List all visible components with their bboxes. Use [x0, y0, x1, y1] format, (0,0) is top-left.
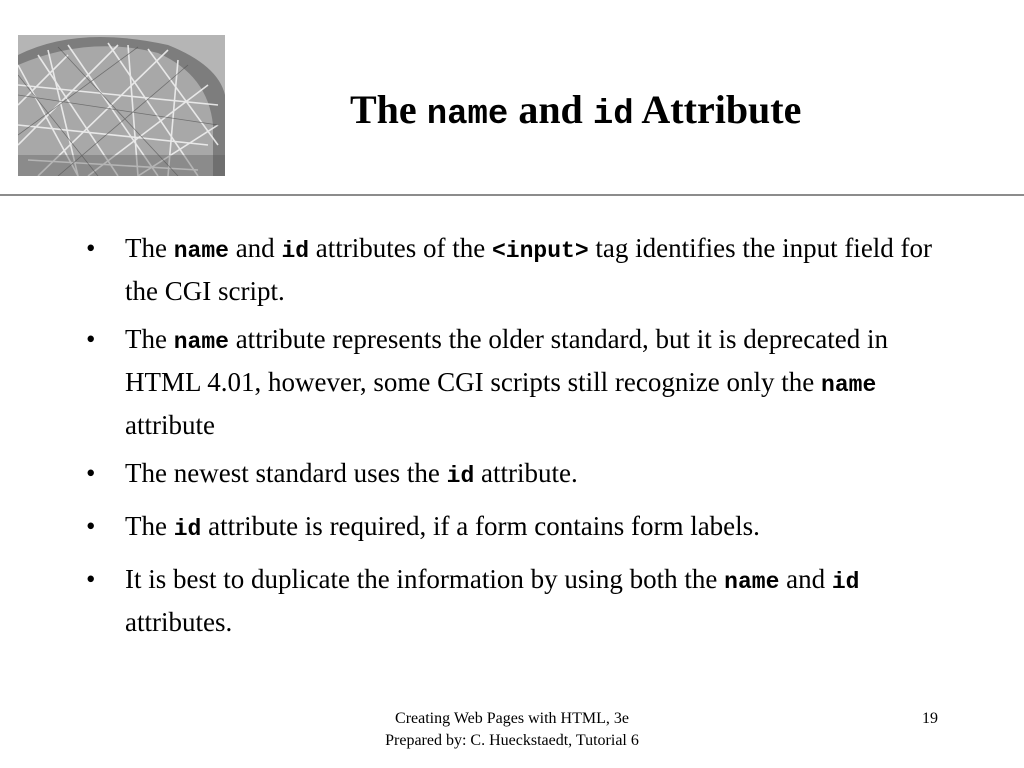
title-text-1: The: [350, 87, 427, 132]
slide-footer: [330, 708, 694, 752]
bullet-text: The: [125, 233, 174, 263]
code-term: id: [281, 238, 310, 264]
bullet-marker: •: [86, 511, 96, 541]
bullet-text: and: [228, 233, 282, 263]
code-term: name: [173, 329, 229, 355]
footer-line-book: Creating Web Pages with HTML, 3e: [395, 710, 629, 727]
title-text-3: Attribute: [633, 87, 802, 132]
bullet-text: The newest standard uses the: [125, 458, 447, 488]
bullet-item: [86, 228, 946, 311]
bullet-text: attribute represents the older standard, but it is deprecated in HTML 4.01, however, some CGI scripts still recognize only the: [125, 324, 888, 397]
title-code-id: id: [592, 96, 634, 134]
code-term: <input>: [492, 238, 589, 264]
geodesic-dome-photo-icon: [18, 35, 225, 176]
bullet-marker: •: [86, 324, 96, 354]
bullet-item: [86, 506, 946, 549]
bullet-text: attributes of the: [309, 233, 492, 263]
bullet-marker: •: [86, 233, 96, 263]
bullet-item: [86, 453, 946, 496]
bullet-text: and: [779, 564, 832, 594]
bullet-text: The: [125, 324, 174, 354]
page-number: 19: [922, 710, 938, 727]
footer-line-author: Prepared by: C. Hueckstaedt, Tutorial 6: [385, 732, 639, 749]
slide-title: [350, 84, 950, 141]
bullet-marker: •: [86, 564, 96, 594]
code-term: id: [446, 463, 475, 489]
bullet-text: tag identifies the input field for the CGI script.: [125, 233, 933, 306]
title-divider: [0, 194, 1024, 196]
bullet-item: [86, 319, 946, 445]
bullet-text: The: [125, 511, 174, 541]
title-text-2: and: [508, 87, 593, 132]
code-term: name: [173, 238, 229, 264]
code-term: id: [173, 516, 202, 542]
title-code-name: name: [426, 96, 509, 134]
bullet-item: [86, 559, 946, 642]
bullet-marker: •: [86, 458, 96, 488]
bullet-text: attribute is required, if a form contains form labels.: [201, 511, 760, 541]
code-term: name: [724, 569, 780, 595]
bullet-text: attribute.: [474, 458, 578, 488]
bullet-text: attributes.: [125, 607, 233, 637]
code-term: name: [821, 372, 877, 398]
bullet-text: It is best to duplicate the information by using both the: [125, 564, 725, 594]
bullet-list: [86, 228, 946, 642]
code-term: id: [831, 569, 860, 595]
bullet-text: attribute: [125, 410, 215, 440]
